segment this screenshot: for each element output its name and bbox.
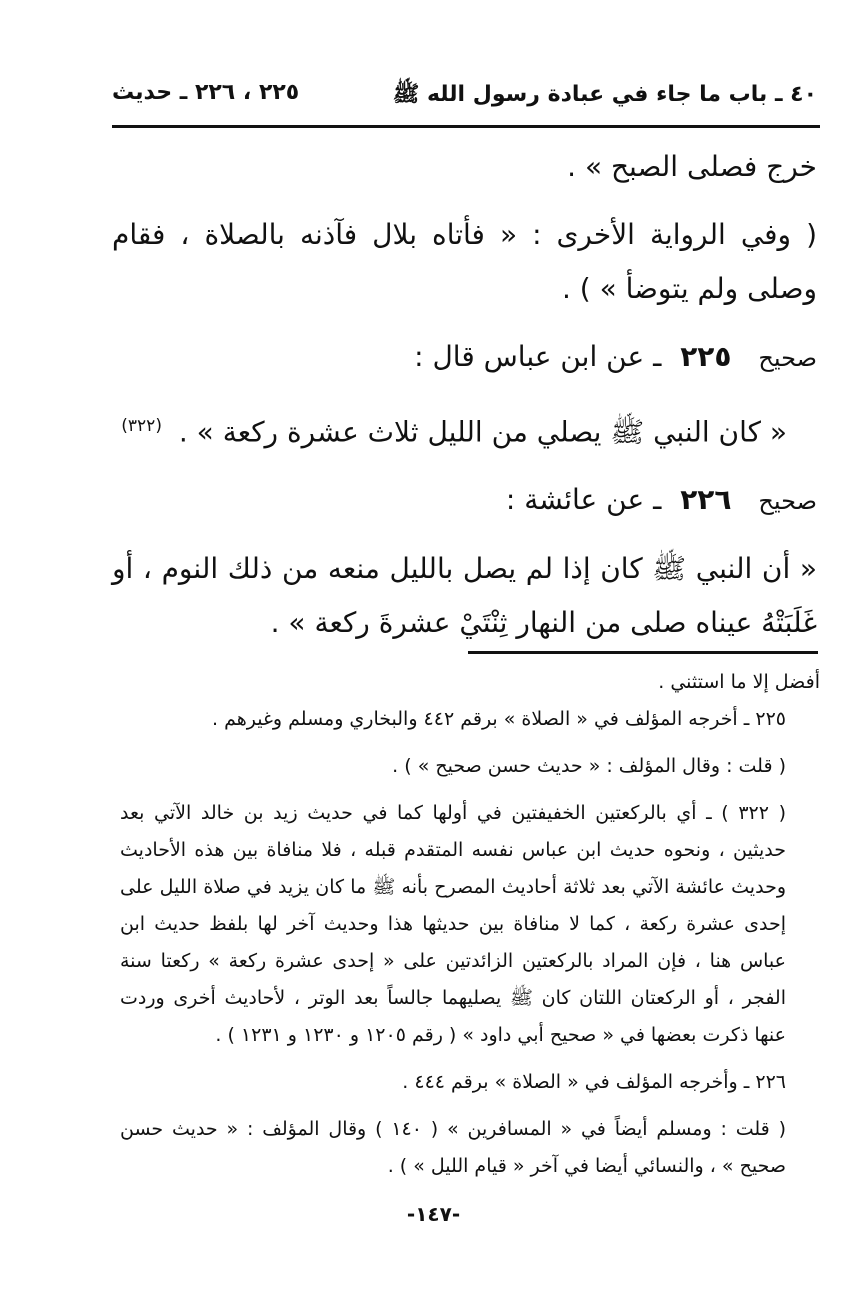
footnote-225-source: ٢٢٥ ـ أخرجه المؤلف في « الصلاة » برقم ٤٤٢ والبخاري ومسلم وغيرهم .	[212, 708, 786, 730]
hadith-intro: ـ عن عائشة :	[505, 483, 662, 517]
footnote-225-note: ( قلت : وقال المؤلف : « حديث حسن صحيح » ) .	[392, 755, 786, 777]
continuation-line: خرج فصلى الصبح » .	[567, 150, 817, 183]
hadith-226-heading	[112, 473, 817, 528]
footnote-226-source: ٢٢٦ ـ وأخرجه المؤلف في « الصلاة » برقم ٤٤٤ .	[402, 1071, 786, 1093]
hadith-grade: صحيح	[758, 487, 817, 516]
footnote-226-note: ( قلت : ومسلم أيضاً في « المسافرين » ( ١٤٠ ) وقال المؤلف : « حديث حسن صحيح » ، والنسائي أيضا في آخر « قيام الليل » ) .	[120, 1118, 786, 1177]
footnote-carryover: أفضل إلا ما استثني .	[658, 671, 820, 693]
footnotes	[120, 664, 820, 1185]
hadith-number: ٢٢٦	[680, 483, 732, 517]
page-number: -١٤٧-	[406, 1202, 461, 1226]
hadith-225-text	[112, 399, 817, 459]
hadith-text: « كان النبي ﷺ يصلي من الليل ثلاث عشرة ركعة » .	[178, 415, 787, 449]
header-rule	[112, 125, 820, 128]
hadith-225-heading	[112, 330, 817, 385]
chapter-title: ٤٠ ـ باب ما جاء في عبادة رسول الله ﷺ	[392, 82, 817, 107]
footnote-reference: (٣٢٢)	[121, 416, 162, 436]
footnote-rule	[468, 651, 818, 654]
hadith-grade: صحيح	[758, 344, 817, 372]
main-text	[112, 140, 817, 650]
footnote-322: ( ٣٢٢ ) ـ أي بالركعتين الخفيفتين في أولها كما في حديث زيد بن خالد الآتي بعد حديثين ، ونحوه حديث ابن عباس نفسه المتقدم قبله ، فلا منافاة بين هذه الأحاديث وحديث عائشة الآتي بعد ثلاثة أحاديث المصرح بأنه ﷺ ما كان يزيد في صلاة الليل على إحدى عشرة ركعة ، كما لا منافاة بين حديثها هذا وحديث آخر لها بلفظ حديث ابن عباس هنا ، فإن المراد بالركعتين الزائدتين على « إحدى عشرة ركعة » ركعتا سنة الفجر ، أو الركعتان اللتان كان ﷺ يصليهما جالساً بعد الوتر ، لأحاديث أخرى وردت عنها ذكرت بعضها في « صحيح أبي داود » ( رقم ١٢٠٥ و ١٢٣٠ و ١٢٣١ ) .	[120, 802, 786, 1046]
hadith-number: ٢٢٥	[680, 340, 732, 373]
hadith-range: ٢٢٥ ، ٢٢٦ ـ حديث	[112, 80, 300, 105]
hadith-226-text: « أن النبي ﷺ كان إذا لم يصل بالليل منعه من ذلك النوم ، أو غَلَبَتْهُ عيناه صلى من النهار ثِنْتَيْ عشرةَ ركعة » .	[112, 552, 817, 640]
alternate-narration: ( وفي الرواية الأخرى : « فأتاه بلال فآذنه بالصلاة ، فقام وصلى ولم يتوضأ » ) .	[112, 218, 817, 305]
hadith-intro: ـ عن ابن عباس قال :	[414, 340, 662, 373]
running-header	[112, 80, 817, 114]
